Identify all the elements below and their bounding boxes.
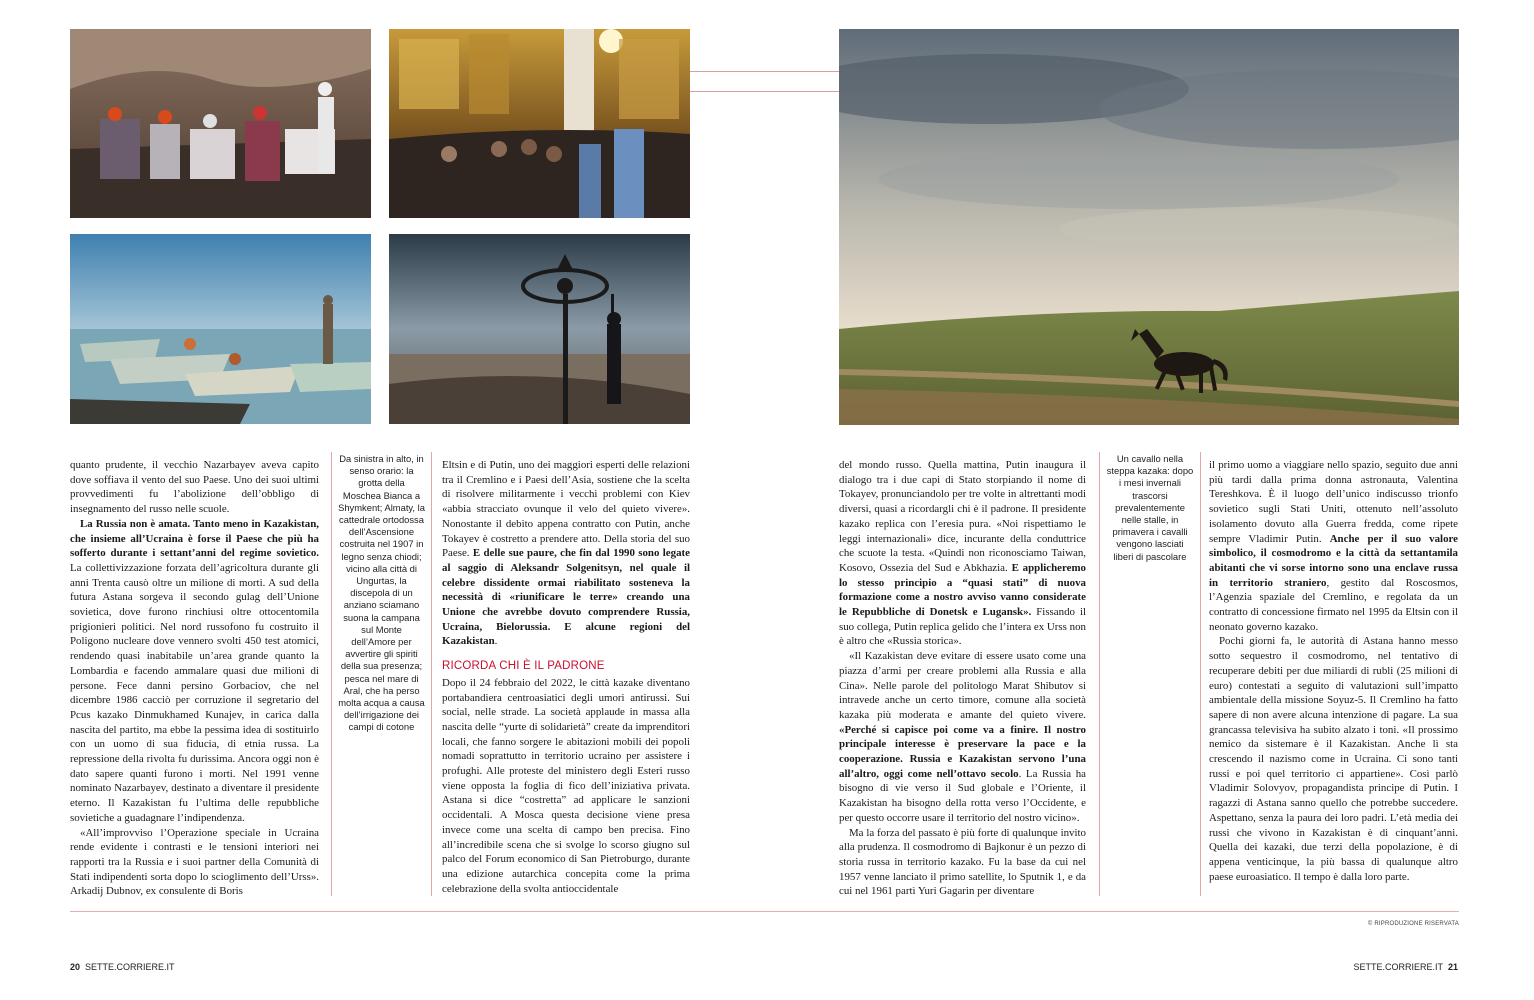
left-page-number: 20 [70,962,81,972]
text-run: Ma la forza del passato è più forte di qualunque invito alla prudenza. Il cosmodromo di Bajkonur è un pezzo di storia russa in territorio kazako. Fu la base da cui nel 1957 venne lanciato il primo satellite, lo Sputnik 1, e da cui nel 1961 partì Yuri Gagarin per diventare [839,826,1086,898]
bold-text: E delle sue paure, che fin dal 1990 sono legate al saggio di Aleksandr Solgenitsyn, nel quale il celebre dissidente ormai riabilitato sosteneva la necessità di «riunificare le terre» creando una Unione che avrebbe dovuto comprendere Russia, Ucraina, Bielorussia. E alcune regioni del Kazakistan [442,547,690,648]
right-page-column-3 [1209,458,1458,884]
photo-cathedral [389,29,690,218]
text-run: , gestito dal Roscosmos, l’Agenzia spaziale del Cremlino, e regolata da un contratto di concessione firmato nel 1995 da Eltsin con il neonato governo kazako. [1209,576,1459,633]
right-caption-rule-right [1200,452,1201,896]
article-paragraph [1209,634,1458,884]
left-page-column-3 [442,458,690,896]
caption-rule-right [431,452,432,896]
article-paragraph [442,458,690,649]
text-run: . La Russia ha bisogno di vie verso il Sud globale e l’Oriente, il Kazakistan ha bisogno della rotta verso l’Occidente, e per questo occorre usare il territorio del nostro vicino». [839,767,1087,824]
text-run: Pochi giorni fa, le autorità di Astana hanno messo sotto sequestro il cosmodromo, nel tentativo di recuperare debiti per due miliardi di rubli (25 milioni di euro) contestati a seguito di valutazioni sull’impatto ambientale della missione Soyuz-5. Il Cremlino ha fatto sapere di non avere alcuna intenzione di pagare. La sua grancassa televisiva ha subito alzato i toni. «Il prossimo nemico da sistemare è il Kazakistan. Anche lì sta crescendo il nazismo come in Ucraina. Ci sono tanti russi e poi quel territorio ci appartiene». Così parlò Vladimir Solovyov, propagandista principe di Putin. I ragazzi di Astana sanno quello che potrebbe succedere. Aspettano, senza la paura dei loro padri. L’età media dei russi che vivono in Kazakistan è di cinquant’anni. Quella dei kazaki, due terzi della popolazione, è di appena venticinque, la più bassa di qualunque altro paese euroasiatico. Il tempo è dalla loro parte. [1209,635,1458,883]
photo-cave-mosque [70,29,371,218]
article-paragraph [70,458,319,517]
section-subhead: RICORDA CHI È IL PADRONE [442,660,605,673]
text-run: il primo uomo a viaggiare nello spazio, seguito due anni più tardi dalla prima donna astronauta, Valentina Tereshkova. È il luogo dell’unico indiscusso trionfo sovietico sugli Stati Uniti, ottenuto nell’assoluto isolamento dovuto alla Guerra fredda, come ripete sempre Vladimir Putin. [1209,459,1458,545]
copyright-notice: © RIPRODUZIONE RISERVATA [1367,921,1459,927]
bold-text: «Perché si capisce poi come va a finire. Il nostro principale interesse è preservare la pace e la cooperazione. Russia e Kazakistan servono l’una all’altro, oggi come nell’ottavo secolo [839,723,1086,780]
photo-shaman-bell [389,234,690,424]
connector-line-top [690,71,839,72]
right-folio [1353,962,1458,972]
right-page-column-1 [839,458,1086,899]
text-run: Dopo il 24 febbraio del 2022, le città kazake diventano portabandiera centroasiatici degli umori antirussi. Sui social, nelle strade. La società applaude in massa alla nascita delle “yurte di solidarietà” create da imprenditori locali, che fanno sorgere le abitazioni mobili dei popoli nomadi soprattutto in territorio ucraino per assistere i profughi. Alle proteste del ministero degli Esteri russo viene opposta la foglia di fico dell’iniziativa privata. Astana si dice “costretta” ad applicare le sanzioni occidentali. A Mosca questa decisione viene presa invece come una scelta di campo ben precisa. Fino all’incredibile scena che si svolge lo scorso giugno sul palco del Forum economico di San Pietroburgo, durante una edizione autarchica concepita come la prima celebrazione della svolta antioccidentale [442,676,690,895]
right-photo-caption: Un cavallo nella steppa kazaka: dopo i mesi invernali trascorsi prevalentemente nelle stalle, in primavera i cavalli vengono lasciati liberi di pascolare [1106,453,1194,562]
text-run: La collettivizzazione forzata dell’agricoltura durante gli anni Trenta causò oltre un milione di morti. A sud della futura Astana sorgeva il secondo gulag dell’Unione sovietica, dove furono rinchiusi oltre ottocentomila prigionieri politici. Nel nord russofono fu costruito il Poligono nucleare dove vennero svolti 450 test atomici, rendendo quasi inabitabile un’area grande quanto la Lombardia e facendo ammalare quasi due milioni di persone. Fece danni persino Gorbaciov, che nel dicembre 1986 cacciò per corruzione il segretario del Pcus kazako Dinmukhamed Kunajev, in carica dalla nascita del partito, ma ebbe la pessima idea di sostituirlo con un uomo di sua fiducia, di etnia russa. La repressione della rivolta fu durissima. Ancora oggi non è dato sapere quanti furono i morti. Nel 1991 venne nominato Nazarbayev, destinato a diventare il presidente eterno. Il Kazakistan fu l’ultima delle repubbliche sovietiche a guadagnare l’indipendenza. [70,561,319,824]
right-folio-site: SETTE.CORRIERE.IT [1353,962,1443,972]
bold-text: E applicheremo lo stesso principio a “quasi stati” di nuova formazione come a nostro avviso vanno considerate le Repubbliche di Donetsk e Lugansk». [839,561,1087,619]
text-run: «All’improvviso l’Operazione speciale in Ucraina rende evidente i contrasti e le tensioni interiori nei rapporti tra la Russia e i suoi partner della Comunità di Stati indipendenti sorta dopo lo scioglimento dell’Urss». Arkadij Dubnov, ex consulente di Boris [70,826,319,898]
photo-aral-fishing [70,234,371,424]
left-folio [70,962,175,972]
photo-horse-steppe [839,29,1459,425]
left-photo-caption: Da sinistra in alto, in senso orario: la grotta della Moschea Bianca a Shymkent; Almaty, la cattedrale ortodossa dell’Ascensione costruita nel 1907 in legno senza chiodi; vicino alla città di Ungurtas, la discepola di un anziano sciamano suona la campana sul Monte dell’Amore per avvertire gli spiriti della sua presenza; pesca nel mare di Aral, che ha perso molta acqua a causa dell’irrigazione dei campi di cotone [338,453,425,733]
right-page-number: 21 [1447,962,1458,972]
article-paragraph [839,826,1086,900]
text-run: quanto prudente, il vecchio Nazarbayev aveva capito dove soffiava il vento del suo Paese. Uno dei suoi ultimi provvedimenti fu l’abolizione dell’obbligo di insegnamento del russo nelle scuole. [70,459,319,516]
text-run: del mondo russo. Quella mattina, Putin inaugura il dialogo tra i due capi di Stato storpiando il nome di Tokayev, pronunciandolo per tre volte in altrettanti modi diversi, quasi a ricordargli chi è il padrone. Il presidente kazako replica con l’eresia pura. «Noi rispettiamo le leggi internazionali» dice, incurante della conduttrice che scuote la testa. «Quindi non riconosciamo Taiwan, Kosovo, Ossezia del Sud e Abkhazia. [839,459,1086,574]
bold-text: La Russia non è amata. Tanto meno in Kazakistan, che insieme all’Ucraina è forse il Paese che più ha sofferto durante i settant’anni del regime sovietico. [70,517,319,560]
left-page-column-1 [70,458,319,899]
text-run: Fissando il suo collega, Putin replica gelido che l’intera ex Urss non è altro che «Russia storica». [839,606,1086,648]
article-paragraph [70,826,319,900]
left-folio-site: SETTE.CORRIERE.IT [85,962,175,972]
text-run: Eltsin e di Putin, uno dei maggiori esperti delle relazioni tra il Cremlino e i Paesi dell’Asia, sostiene che la scelta di risolvere militarmente i vecchi problemi con Kiev «abbia stracciato ovunque il velo del quieto vivere». Nonostante il debito appena contratto con Putin, anche Tokayev è costretto a prendere atto. Della storia del suo Paese. [442,459,690,560]
article-paragraph [839,458,1086,649]
bold-text: Anche per il suo valore simbolico, il cosmodromo e la città da settantamila abitanti che vi sorse intorno sono una enclave russa in territorio straniero [1209,532,1458,589]
article-paragraph [442,676,690,897]
right-caption-rule-left [1099,452,1100,896]
article-paragraph [1209,458,1458,634]
article-paragraph [70,517,319,826]
article-paragraph [839,649,1086,825]
connector-line-bottom [690,91,839,92]
text-run: «Il Kazakistan deve evitare di essere usato come una piazza d’armi per creare problemi alla Russia e alla Cina». Nelle parole del politologo Marat Shibutov si intravede anche un certo timore, comune alla società kazaka più moderata e amante del quieto vivere. [839,650,1086,721]
caption-rule-left [331,452,332,896]
bottom-rule [70,911,1459,912]
text-run: . [494,635,498,648]
